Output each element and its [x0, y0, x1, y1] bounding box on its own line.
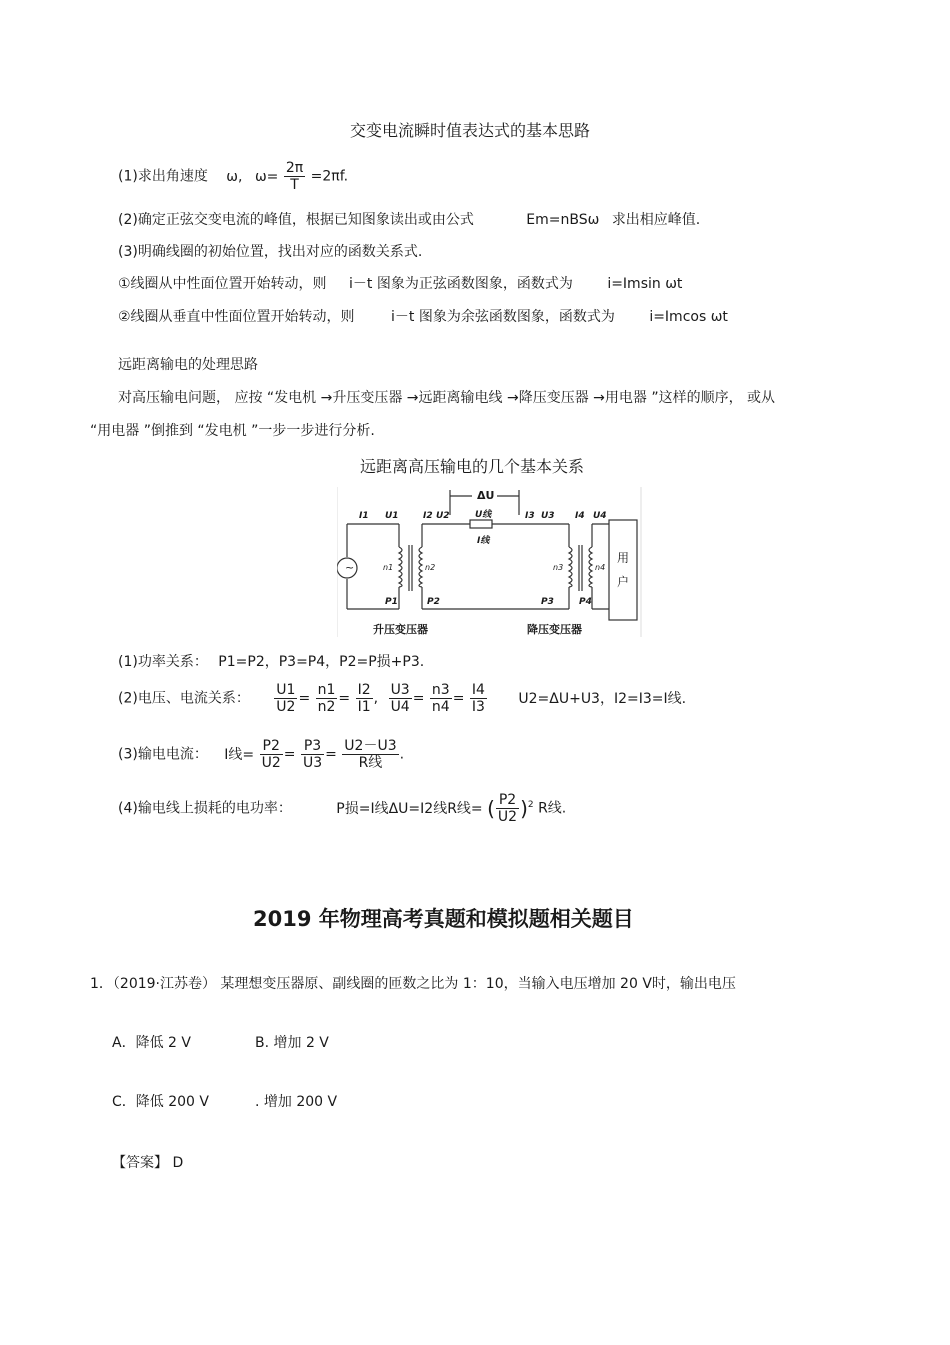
label-n3: n3	[553, 563, 564, 572]
relation2-line: (2)电压、电流关系： $\frac{U1}{U2}$ = $\frac{n1}{n2}$ = $\frac{I2}{I1}$ , $\frac{U3}{U4}$ = $\frac{n3}{n4}$ = $\frac{I4}{I3}$ U2=ΔU+U3，I2=I3=I线.	[118, 682, 687, 716]
r2-frac1	[274, 682, 297, 715]
label-n4: n4	[595, 563, 606, 572]
r2-f4-num: U3	[390, 682, 410, 698]
user-label-2: 户	[617, 575, 630, 589]
option-c: C．降低 200 V	[112, 1094, 209, 1110]
question-1: 1．（2019·江苏卷） 某理想变压器原、副线圈的匝数之比为 1：10，当输入电压增加 20 V时，输出电压	[90, 976, 736, 992]
relation4-formula: P损=I线ΔU=I2线R线=	[336, 800, 483, 817]
r2-f6-den: I3	[471, 699, 485, 716]
step-down-label: 降压变压器	[527, 623, 582, 636]
r4-frac	[496, 792, 519, 825]
r3-frac1	[260, 738, 283, 771]
relation1-formula: P1=P2，P3=P4，P2=P损+P3.	[218, 654, 425, 670]
label-i4: I4	[575, 511, 585, 521]
relation3-line: (3)输电电流： I线= $\frac{P2}{U2}$ = $\frac{P3}{U3}$ = $\frac{U2-U3}{\text{R线}}$ .	[118, 738, 405, 772]
label-i1: I1	[359, 511, 369, 521]
label-i-line: I线	[477, 536, 490, 546]
section3-title: 2019 年物理高考真题和模拟题相关题目	[253, 907, 634, 931]
r2-f4-den: U4	[390, 699, 410, 716]
label-i2: I2	[423, 511, 433, 521]
r2-frac5	[430, 682, 452, 715]
relation4-label: (4)输电线上损耗的电功率：	[118, 800, 292, 817]
label-p3: P3	[541, 597, 554, 607]
relation3-label: (3)输电电流：	[118, 746, 208, 763]
case2-line	[118, 306, 728, 326]
case2-mid: i－t 图象为余弦函数图象，函数式为	[391, 309, 615, 325]
r2-f1-num: U1	[276, 682, 296, 698]
step1-numerator: 2π	[285, 160, 304, 176]
r3-f2-num: P3	[301, 738, 324, 755]
step1-line	[118, 160, 348, 193]
r4-frac-den: U2	[497, 809, 518, 826]
section1-title: 交变电流瞬时值表达式的基本思路	[350, 121, 591, 140]
section2-para-line1: 对高压输电问题， 应按 “发电机 →升压变压器 →远距离输电线 →降压变压器 →用电器 ”这样的顺序， 或从	[118, 390, 776, 406]
r4-frac-num: P2	[496, 792, 519, 809]
case1-text: ①线圈从中性面位置开始转动，则	[118, 276, 327, 292]
answer: 【答案】 D	[112, 1155, 184, 1171]
case1-mid: i－t 图象为正弦函数图象，函数式为	[349, 276, 573, 292]
label-u-line: U线	[475, 510, 492, 520]
label-n2: n2	[425, 563, 436, 572]
coil-n1	[399, 547, 402, 587]
r3-frac3	[342, 738, 398, 771]
step1-prefix: (1)求出角速度	[118, 168, 208, 185]
option-a: A．降低 2 V	[112, 1035, 191, 1051]
label-i3: I3	[525, 511, 535, 521]
case1-formula: i=Imsin ωt	[607, 276, 683, 292]
user-box	[609, 520, 637, 620]
step1-omega: ω,	[226, 168, 243, 185]
coil-n3	[569, 547, 572, 587]
label-u1: U1	[385, 511, 399, 521]
delta-u-label: ΔU	[477, 489, 495, 502]
step3-text: (3)明确线圈的初始位置，找出对应的函数关系式.	[118, 244, 423, 260]
coil-n4	[589, 547, 592, 587]
r2-f3-num: I2	[357, 682, 371, 698]
case1-line	[118, 273, 682, 293]
case2-text: ②线圈从垂直中性面位置开始转动，则	[118, 309, 355, 325]
relation3-lhs: I线=	[224, 746, 255, 763]
step-up-label: 升压变压器	[373, 623, 428, 636]
r2-f6-num: I4	[471, 682, 485, 698]
r2-f2-den: n2	[317, 699, 336, 716]
r3-f3-den: R线	[358, 755, 383, 772]
r3-f3-num: U2－U3	[344, 738, 397, 754]
label-u2: U2	[436, 511, 450, 521]
option-b: B. 增加 2 V	[255, 1035, 329, 1051]
section2-heading: 远距离输电的处理思路	[118, 357, 258, 373]
step1-eq-rhs: =2πf.	[310, 168, 349, 185]
r3-f1-num: P2	[260, 738, 283, 755]
label-p2: P2	[427, 597, 440, 607]
r2-frac3	[356, 682, 373, 715]
step2-suffix: 求出相应峰值.	[611, 212, 701, 228]
r2-frac2	[316, 682, 338, 715]
r2-frac4	[389, 682, 412, 715]
relation2-label: (2)电压、电流关系：	[118, 690, 250, 707]
r3-f1-den: U2	[261, 755, 281, 772]
relation2-tail: U2=ΔU+U3，I2=I3=I线.	[518, 690, 687, 707]
transmission-diagram	[337, 487, 642, 637]
case2-formula: i=Imcos ωt	[649, 309, 728, 325]
r3-f2-den: U3	[302, 755, 323, 772]
line-resistor	[470, 520, 492, 528]
r2-f3-den: I1	[357, 699, 371, 716]
label-n1: n1	[383, 563, 394, 572]
step2-text: (2)确定正弦交变电流的峰值，根据已知图象读出或由公式	[118, 212, 474, 228]
option-d: . 增加 200 V	[255, 1094, 338, 1110]
step1-denominator: T	[290, 177, 299, 194]
r2-f2-num: n1	[317, 682, 336, 698]
relation4-tail: R线.	[538, 800, 567, 817]
r2-frac6	[470, 682, 487, 715]
section2-para-line2: “用电器 ”倒推到 “发电机 ”一步一步进行分析.	[90, 423, 375, 439]
label-u3: U3	[541, 511, 555, 521]
generator-symbol: ~	[345, 561, 355, 574]
coil-n2	[419, 547, 422, 587]
label-p1: P1	[385, 597, 398, 607]
step2-line	[118, 209, 700, 229]
relation4-line: (4)输电线上损耗的电功率： P损=I线ΔU=I2线R线= ( $\frac{P2}{U2}$ )$^2$ R线.	[118, 792, 567, 826]
label-u4: U4	[593, 511, 607, 521]
step2-formula: Em=nBSω	[526, 212, 600, 228]
r2-f5-num: n3	[431, 682, 450, 698]
r2-f1-den: U2	[276, 699, 296, 716]
step1-eq-lhs: ω=	[254, 168, 279, 185]
r3-frac2	[301, 738, 324, 771]
label-p4: P4	[579, 597, 592, 607]
section2-title: 远距离高压输电的几个基本关系	[360, 457, 585, 476]
user-label-1: 用	[617, 551, 630, 565]
step1-fraction	[284, 160, 305, 193]
relation1-label: (1)功率关系：	[118, 654, 208, 670]
r2-f5-den: n4	[431, 699, 450, 716]
relation1-line	[118, 651, 424, 671]
